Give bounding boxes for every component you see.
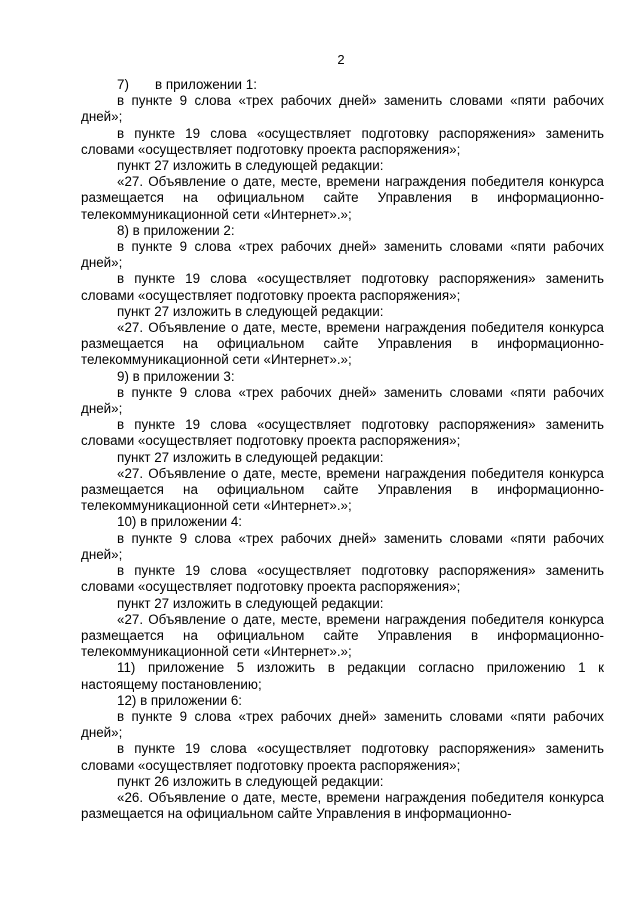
- document-paragraph: в пункте 19 слова «осуществляет подготовку распоряжения» заменить словами «осуществляет подготовку проекта распоряжения»;: [81, 417, 604, 449]
- document-paragraph: 8) в приложении 2:: [117, 222, 235, 238]
- document-paragraph: пункт 27 изложить в следующей редакции:: [117, 158, 384, 174]
- document-paragraph: [81, 77, 604, 93]
- document-paragraph: пункт 27 изложить в следующей редакции:: [117, 449, 384, 465]
- document-paragraph: в пункте 19 слова «осуществляет подготовку распоряжения» заменить словами «осуществляет подготовку проекта распоряжения»;: [81, 271, 604, 303]
- document-paragraph: в пункте 9 слова «трех рабочих дней» заменить словами «пяти рабочих дней»;: [81, 530, 604, 562]
- item-text: в приложении 1:: [155, 77, 257, 92]
- document-paragraph: в пункте 19 слова «осуществляет подготовку распоряжения» заменить словами «осуществляет подготовку проекта распоряжения»;: [81, 563, 604, 595]
- document-paragraph: в пункте 9 слова «трех рабочих дней» заменить словами «пяти рабочих дней»;: [81, 384, 604, 417]
- item-number: 7): [117, 77, 129, 92]
- document-paragraph: в пункте 9 слова «трех рабочих дней» заменить словами «пяти рабочих дней»;: [81, 708, 604, 741]
- document-paragraph: в пункте 19 слова «осуществляет подготовку распоряжения» заменить словами «осуществляет подготовку проекта распоряжения»;: [81, 125, 604, 157]
- document-paragraph: 9) в приложении 3:: [117, 368, 235, 384]
- page-number: 2: [337, 52, 345, 67]
- document-paragraph: «27. Объявление о дате, месте, времени награждения победителя конкурса размещается на официальном сайте Управления в информационно-телекоммуникационной сети «Интернет».»;: [81, 174, 604, 222]
- document-paragraph: 11) приложение 5 изложить в редакции согласно приложению 1 к настоящему постановлению;: [81, 660, 604, 692]
- document-paragraph: «27. Объявление о дате, месте, времени награждения победителя конкурса размещается на официальном сайте Управления в информационно-телекоммуникационной сети «Интернет».»;: [81, 320, 604, 368]
- document-paragraph: 10) в приложении 4:: [117, 514, 242, 530]
- document-body: [81, 77, 604, 822]
- document-paragraph: в пункте 9 слова «трех рабочих дней» заменить словами «пяти рабочих дней»;: [81, 93, 604, 125]
- document-paragraph: пункт 26 изложить в следующей редакции:: [117, 773, 384, 789]
- document-paragraph: в пункте 19 слова «осуществляет подготовку распоряжения» заменить словами «осуществляет подготовку проекта распоряжения»;: [81, 741, 604, 773]
- document-paragraph: «27. Объявление о дате, месте, времени награждения победителя конкурса размещается на официальном сайте Управления в информационно-телекоммуникационной сети «Интернет».»;: [81, 611, 604, 660]
- document-paragraph: «27. Объявление о дате, месте, времени награждения победителя конкурса размещается на официальном сайте Управления в информационно-телекоммуникационной сети «Интернет».»;: [81, 465, 604, 514]
- document-paragraph: пункт 27 изложить в следующей редакции:: [117, 595, 384, 611]
- document-paragraph: 12) в приложении 6:: [117, 692, 242, 708]
- document-paragraph: пункт 27 изложить в следующей редакции:: [117, 303, 384, 319]
- document-paragraph: в пункте 9 слова «трех рабочих дней» заменить словами «пяти рабочих дней»;: [81, 239, 604, 271]
- document-paragraph: «26. Объявление о дате, месте, времени награждения победителя конкурса размещается на официальном сайте Управления в информационно-: [81, 789, 604, 822]
